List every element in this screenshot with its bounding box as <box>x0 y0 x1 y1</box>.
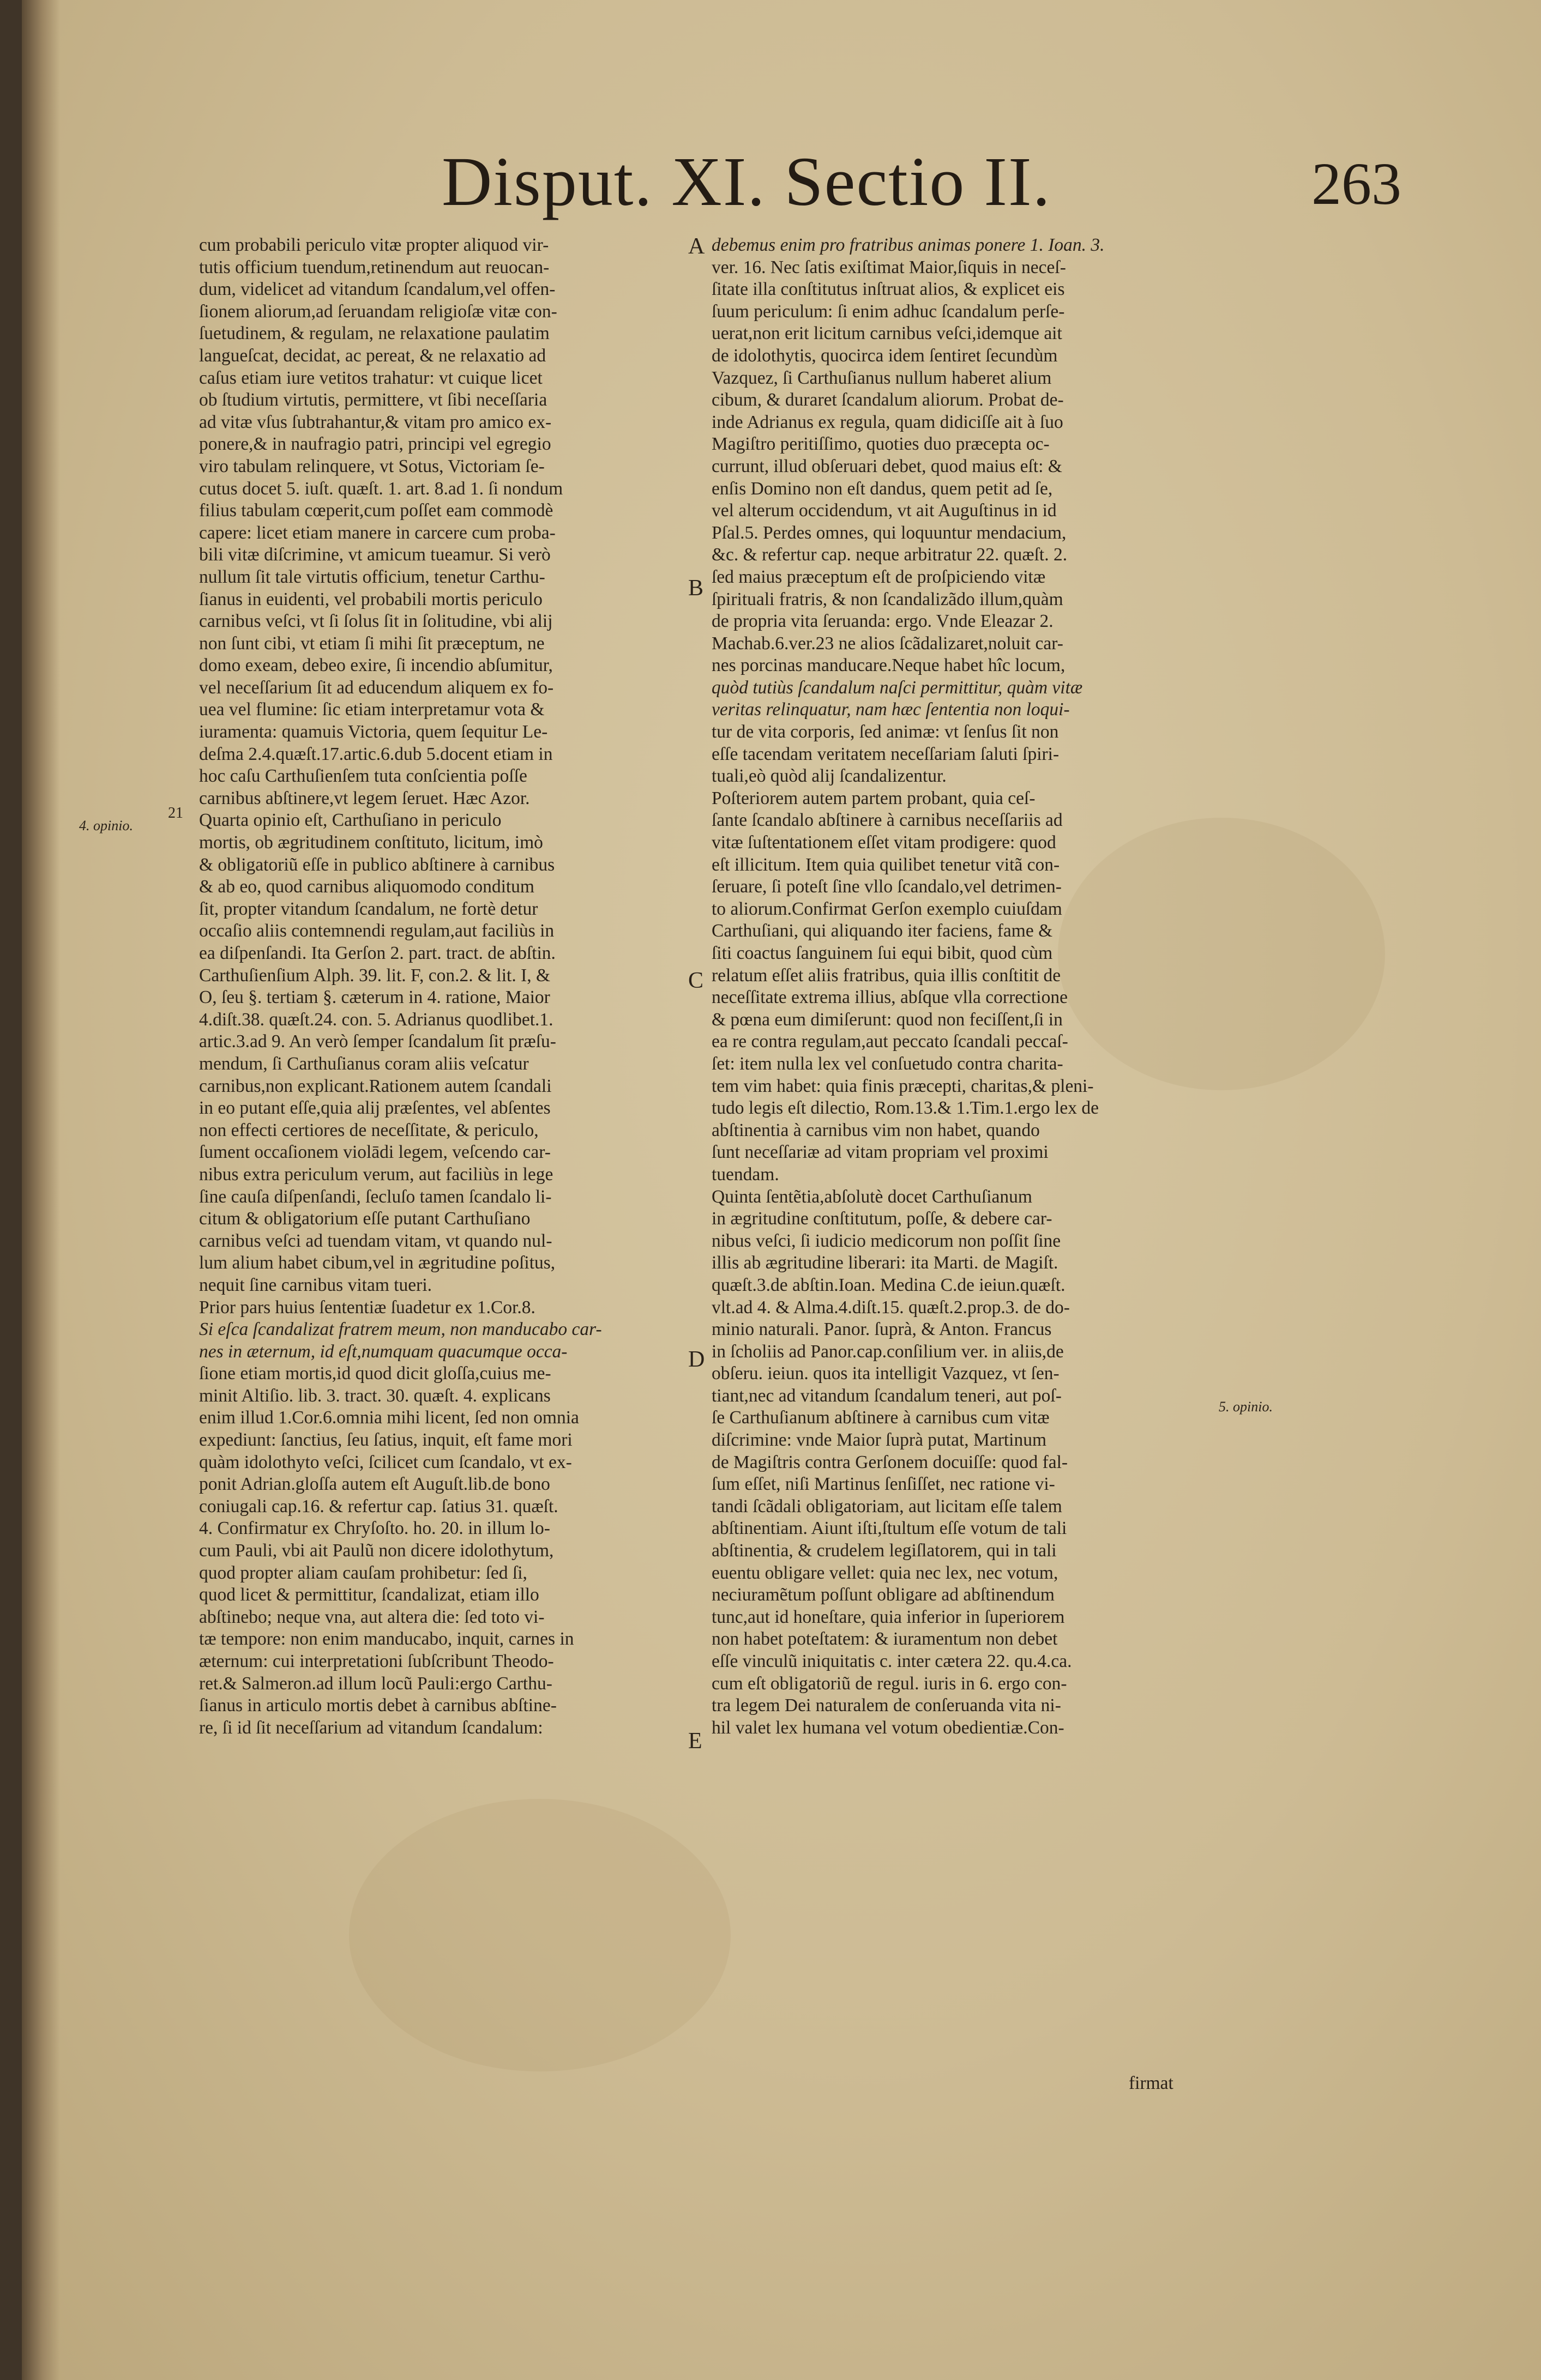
text-line: Vazquez, ſi Carthuſianus nullum haberet alium <box>712 367 1052 388</box>
text-line: ret.& Salmeron.ad illum locũ Pauli:ergo Carthu- <box>199 1673 552 1694</box>
text-line: dum, videlicet ad vitandum ſcandalum,vel offen- <box>199 279 556 300</box>
text-line: veritas relinquatur, nam hæc ſententia non loqui- <box>712 699 1070 720</box>
text-line: cum Pauli, vbi ait Paulũ non dicere idolothytum, <box>199 1541 554 1561</box>
margin-note-left: 4. opinio. <box>79 818 133 833</box>
text-line: in eo putant eſſe,quia alij præſentes, vel abſentes <box>199 1098 551 1119</box>
text-line: eſt illicitum. Item quia quilibet tenetur vitã con- <box>712 854 1060 875</box>
text-line: vlt.ad 4. & Alma.4.diſt.15. quæſt.2.prop.3. de do- <box>712 1297 1070 1318</box>
text-line: uea vel flumine: ſic etiam interpretamur vota & <box>199 699 545 720</box>
text-line: æternum: cui interpretationi ſubſcribunt Theodo- <box>199 1651 554 1671</box>
text-line: ſuetudinem, & regulam, ne relaxatione paulatim <box>199 323 550 344</box>
text-line: Si eſca ſcandalizat fratrem meum, non manducabo car- <box>199 1319 602 1340</box>
text-line: tandi ſcãdali obligatoriam, aut licitam eſſe talem <box>712 1496 1062 1517</box>
text-line: nes porcinas manducare.Neque habet hîc locum, <box>712 655 1066 676</box>
text-line: de Magiſtris contra Gerſonem docuiſſe: quod fal- <box>712 1452 1068 1472</box>
text-line: neceſſitate extrema illius, abſque vlla correctione <box>712 987 1068 1008</box>
page-header <box>442 142 1423 240</box>
text-line: eſſe vinculũ iniquitatis c. inter cætera 22. qu.4.ca. <box>712 1651 1072 1671</box>
text-line: ſante ſcandalo abſtinere à carnibus neceſſariis ad <box>712 810 1063 831</box>
text-line: neciuramẽtum poſſunt obligare ad abſtinendum <box>712 1585 1055 1605</box>
text-line: tæ tempore: non enim manducabo, inquit, carnes in <box>199 1629 574 1650</box>
text-line: vel alterum occidendum, vt ait Auguſtinus in id <box>712 500 1057 521</box>
text-line: caſus etiam iure vetitos trahatur: vt cuique licet <box>199 367 543 388</box>
text-line: de idolothytis, quocirca idem ſentiret ſecundùm <box>712 345 1058 366</box>
text-line: Quarta opinio eſt, Carthuſiano in periculo <box>199 810 502 831</box>
text-line: carnibus veſci ad tuendam vitam, vt quando nul- <box>199 1230 552 1251</box>
text-line: capere: licet etiam manere in carcere cum proba- <box>199 522 556 543</box>
text-line: Pſal.5. Perdes omnes, qui loquuntur mendacium, <box>712 522 1067 543</box>
text-line: quàm idolothyto veſci, ſcilicet cum ſcandalo, vt ex- <box>199 1452 572 1472</box>
text-line: occaſio aliis contemnendi regulam,aut faciliùs in <box>199 921 555 941</box>
text-line: abſtinebo; neque vna, aut altera die: ſed toto vi- <box>199 1606 545 1627</box>
text-line: cum eſt obligatoriũ de regul. iuris in 6. ergo con- <box>712 1673 1067 1694</box>
text-line: quod licet & permittitur, ſcandalizat, etiam illo <box>199 1585 539 1605</box>
left-text-column <box>199 234 690 1739</box>
text-line: ſum eſſet, niſi Martinus ſenſiſſet, nec ratione vi- <box>712 1474 1055 1495</box>
text-line: obſeru. ieiun. quos ita intelligit Vazquez, vt ſen- <box>712 1363 1060 1384</box>
catchword: firmat <box>1129 2073 1173 2093</box>
section-marker-d: D <box>688 1347 705 1372</box>
text-line: non ſunt cibi, vt etiam ſi mihi ſit præceptum, ne <box>199 633 545 654</box>
text-line: ob ſtudium virtutis, permittere, vt ſibi neceſſaria <box>199 390 547 410</box>
text-line: inde Adrianus ex regula, quam didiciſſe ait à ſuo <box>712 412 1063 432</box>
text-line: ſpirituali fratris, & non ſcandalizãdo illum,quàm <box>712 589 1063 609</box>
text-line: enim illud 1.Cor.6.omnia mihi licent, ſed non omnia <box>199 1408 579 1428</box>
text-line: uerat,non erit licitum carnibus veſci,idemque ait <box>712 323 1062 344</box>
text-line: carnibus abſtinere,vt legem ſeruet. Hæc Azor. <box>199 788 530 808</box>
text-line: in ægritudine conſtitutum, poſſe, & debere car- <box>712 1209 1052 1229</box>
text-line: O, ſeu §. tertiam §. cæterum in 4. ratione, Maior <box>199 987 550 1008</box>
text-line: &c. & refertur cap. neque arbitratur 22. quæſt. 2. <box>712 545 1068 565</box>
text-line: & ab eo, quod carnibus aliquomodo conditum <box>199 877 534 897</box>
text-line: re, ſi id ſit neceſſarium ad vitandum ſcandalum: <box>199 1717 543 1738</box>
text-line: nibus veſci, ſi iudicio medicorum non poſſit ſine <box>712 1230 1061 1251</box>
text-line: quòd tutiùs ſcandalum naſci permittitur, quàm vitæ <box>712 677 1083 698</box>
text-line: eſſe tacendam veritatem neceſſariam ſaluti ſpiri- <box>712 744 1060 764</box>
text-line: & pœna eum dimiſerunt: quod non feciſſent,ſi in <box>712 1009 1063 1030</box>
text-line: ponere,& in naufragio patri, principi vel egregio <box>199 434 551 455</box>
text-line: mortis, ob ægritudinem conſtituto, licitum, imò <box>199 832 543 853</box>
text-line: Quinta ſentẽtia,abſolutè docet Carthuſianum <box>712 1186 1032 1207</box>
text-line: 4.diſt.38. quæſt.24. con. 5. Adrianus quodlibet.1. <box>199 1009 553 1030</box>
text-line: ea re contra regulam,aut peccato ſcandali peccaſ- <box>712 1031 1068 1052</box>
text-line: nequit ſine carnibus vitam tueri. <box>199 1274 432 1295</box>
text-line: euentu obligare vellet: quia nec lex, nec votum, <box>712 1562 1058 1583</box>
text-line: ſitate illa conſtitutus inſtruat alios, & explicet eis <box>712 279 1065 300</box>
book-page <box>22 0 1541 2380</box>
text-line: enſis Domino non eſt dandus, quem petit ad ſe, <box>712 478 1053 499</box>
text-line: cibum, & duraret ſcandalum aliorum. Probat de- <box>712 390 1064 410</box>
text-line: ſe Carthuſianum abſtinere à carnibus cum vitæ <box>712 1408 1050 1428</box>
text-line: Magiſtro peritiſſimo, quoties duo præcepta oc- <box>712 434 1050 455</box>
text-line: diſcrimine: vnde Maior ſuprà putat, Martinum <box>712 1430 1047 1451</box>
text-line: 4. Confirmatur ex Chryſoſto. ho. 20. in illum lo- <box>199 1518 550 1539</box>
text-line: nes in æternum, id eſt,numquam quacumque occa- <box>199 1341 568 1362</box>
text-line: ſianus in euidenti, vel probabili mortis periculo <box>199 589 543 609</box>
text-line: tur de vita corporis, ſed animæ: vt ſenſus ſit non <box>712 722 1059 742</box>
text-line: ſine cauſa diſpenſandi, ſecluſo tamen ſcandalo li- <box>199 1186 552 1207</box>
text-line: deſma 2.4.quæſt.17.artic.6.dub 5.docent etiam in <box>199 744 553 764</box>
text-line: iuramenta: quamuis Victoria, quem ſequitur Le- <box>199 722 548 742</box>
text-line: illis ab ægritudine liberari: ita Marti. de Magiſt. <box>712 1253 1058 1273</box>
text-line: de propria vita ſeruanda: ergo. Vnde Eleazar 2. <box>712 611 1054 632</box>
text-line: ponit Adrian.gloſſa autem eſt Auguſt.lib.de bono <box>199 1474 550 1495</box>
text-line: cutus docet 5. iuſt. quæſt. 1. art. 8.ad 1. ſi nondum <box>199 478 563 499</box>
text-line: tutis officium tuendum,retinendum aut reuocan- <box>199 257 550 277</box>
text-line: tem vim habet: quia finis præcepti, charitas,& pleni- <box>712 1076 1094 1096</box>
text-line: tuendam. <box>712 1164 779 1185</box>
text-line: ſument occaſionem violādi legem, veſcendo car- <box>199 1142 551 1163</box>
text-line: relatum eſſet aliis fratribus, quia illis conſtitit de <box>712 965 1061 986</box>
text-line: ſit, propter vitandum ſcandalum, ne fortè detur <box>199 898 538 919</box>
text-line: ſunt neceſſariæ ad vitam propriam vel proximi <box>712 1142 1049 1163</box>
text-line: Prior pars huius ſententiæ ſuadetur ex 1.Cor.8. <box>199 1297 535 1318</box>
text-line: abſtinentia, & crudelem legiſlatorem, qui in tali <box>712 1541 1057 1561</box>
text-line: ſed maius præceptum eſt de proſpiciendo vitæ <box>712 566 1046 587</box>
text-line: tiant,nec ad vitandum ſcandalum teneri, aut poſ- <box>712 1385 1062 1406</box>
text-line: ſionem aliorum,ad ſeruandam religioſæ vitæ con- <box>199 301 557 322</box>
section-marker-a: A <box>688 234 705 259</box>
text-line: tuali,eò quòd alij ſcandalizentur. <box>712 766 947 787</box>
text-line: nullum ſit tale virtutis officium, tenetur Carthu- <box>199 566 545 587</box>
text-line: in ſcholiis ad Panor.cap.conſilium ver. in aliis,de <box>712 1341 1064 1362</box>
text-line: abſtinentia à carnibus vim non habet, quando <box>712 1120 1040 1140</box>
text-line: ſet: item nulla lex vel conſuetudo contra charita- <box>712 1053 1063 1074</box>
section-marker-c: C <box>688 968 704 993</box>
text-line: nibus extra periculum verum, aut faciliùs in lege <box>199 1164 553 1185</box>
text-line: ſuum periculum: ſi enim adhuc ſcandalum perſe- <box>712 301 1065 322</box>
text-line: filius tabulam cœperit,cum poſſet eam commodè <box>199 500 553 521</box>
text-line: carnibus veſci, vt ſi ſolus ſit in ſolitudine, vbi alij <box>199 611 553 632</box>
text-line: non effecti certiores de neceſſitate, & periculo, <box>199 1120 539 1140</box>
text-line: domo exeam, debeo exire, ſi incendio abſumitur, <box>199 655 553 676</box>
text-line: abſtinentiam. Aiunt iſti,ſtultum eſſe votum de tali <box>712 1518 1067 1539</box>
paper-stain <box>349 1799 731 2071</box>
text-line: Poſteriorem autem partem probant, quia ceſ- <box>712 788 1036 808</box>
text-line: lum alium habet cibum,vel in ægritudine poſitus, <box>199 1253 556 1273</box>
text-line: Carthuſienſium Alph. 39. lit. F, con.2. & lit. I, & <box>199 965 551 986</box>
text-line: cum probabili periculo vitæ propter aliquod vir- <box>199 235 549 255</box>
text-line: citum & obligatorium eſſe putant Carthuſiano <box>199 1209 531 1229</box>
text-line: ea diſpenſandi. Ita Gerſon 2. part. tract. de abſtin. <box>199 943 556 963</box>
text-line: ad vitæ vſus ſubtrahantur,& vitam pro amico ex- <box>199 412 552 432</box>
text-line: artic.3.ad 9. An verò ſemper ſcandalum ſit præſu- <box>199 1031 556 1052</box>
text-line: quæſt.3.de abſtin.Ioan. Medina C.de ieiun.quæſt. <box>712 1274 1066 1295</box>
text-line: tudo legis eſt dilectio, Rom.13.& 1.Tim.1.ergo lex de <box>712 1098 1099 1119</box>
text-line: Machab.6.ver.23 ne alios ſcãdalizaret,noluit car- <box>712 633 1063 654</box>
paragraph-number: 21 <box>168 805 183 821</box>
text-line: hil valet lex humana vel votum obedientiæ.Con- <box>712 1717 1064 1738</box>
text-line: & obligatoriũ eſſe in publico abſtinere à carnibus <box>199 854 555 875</box>
section-marker-e: E <box>688 1729 702 1754</box>
text-line: ver. 16. Nec ſatis exiſtimat Maior,ſiquis in neceſ- <box>712 257 1066 277</box>
text-line: ſianus in articulo mortis debet à carnibus abſtine- <box>199 1695 557 1716</box>
text-line: currunt, illud obſeruari debet, quod maius eſt: & <box>712 456 1062 476</box>
text-line: mendum, ſi Carthuſianus coram aliis veſcatur <box>199 1053 529 1074</box>
page-number: 263 <box>1311 150 1401 217</box>
section-marker-b: B <box>688 576 704 601</box>
text-line: minio naturali. Panor. ſuprà, & Anton. Francus <box>712 1319 1052 1340</box>
text-line: hoc caſu Carthuſienſem tuta conſcientia poſſe <box>199 766 527 787</box>
text-line: to aliorum.Confirmat Gerſon exemplo cuiuſdam <box>712 898 1062 919</box>
text-line: tra legem Dei naturalem de conſeruanda vita ni- <box>712 1695 1061 1716</box>
margin-note-right: 5. opinio. <box>1219 1399 1273 1415</box>
text-line: expediunt: ſanctius, ſeu ſatius, inquit, eſt fame mori <box>199 1430 573 1451</box>
text-line: langueſcat, decidat, ac pereat, & ne relaxatio ad <box>199 345 546 366</box>
text-line: vitæ ſuſtentationem eſſet vitam prodigere: quod <box>712 832 1056 853</box>
text-line: non habet poteſtatem: & iuramentum non debet <box>712 1629 1058 1650</box>
text-line: bili vitæ diſcrimine, vt amicum tueamur. Si verò <box>199 545 551 565</box>
page-spine-shadow <box>22 0 60 2380</box>
text-line: ſeruare, ſi poteſt ſine vllo ſcandalo,vel detrimen- <box>712 877 1062 897</box>
text-line: viro tabulam relinquere, vt Sotus, Victoriam ſe- <box>199 456 545 476</box>
text-line: coniugali cap.16. & refertur cap. ſatius 31. quæſt. <box>199 1496 558 1517</box>
text-line: quod propter aliam cauſam prohibetur: ſed ſi, <box>199 1562 527 1583</box>
text-line: debemus enim pro fratribus animas ponere 1. Ioan. 3. <box>712 235 1105 255</box>
text-line: vel neceſſarium ſit ad educendum aliquem ex fo- <box>199 677 554 698</box>
text-line: tunc,aut id honeſtare, quia inferior in ſuperiorem <box>712 1606 1065 1627</box>
text-line: ſiti coactus ſanguinem ſui equi bibit, quod cùm <box>712 943 1053 963</box>
text-line: ſione etiam mortis,id quod dicit gloſſa,cuius me- <box>199 1363 551 1384</box>
text-line: carnibus,non explicant.Rationem autem ſcandali <box>199 1076 552 1096</box>
text-line: minit Altiſio. lib. 3. tract. 30. quæſt. 4. explicans <box>199 1385 551 1406</box>
text-line: Carthuſiani, qui aliquando iter faciens, fame & <box>712 921 1053 941</box>
running-title: Disput. XI. Sectio II. <box>442 143 1051 220</box>
right-text-column <box>712 234 1213 1739</box>
